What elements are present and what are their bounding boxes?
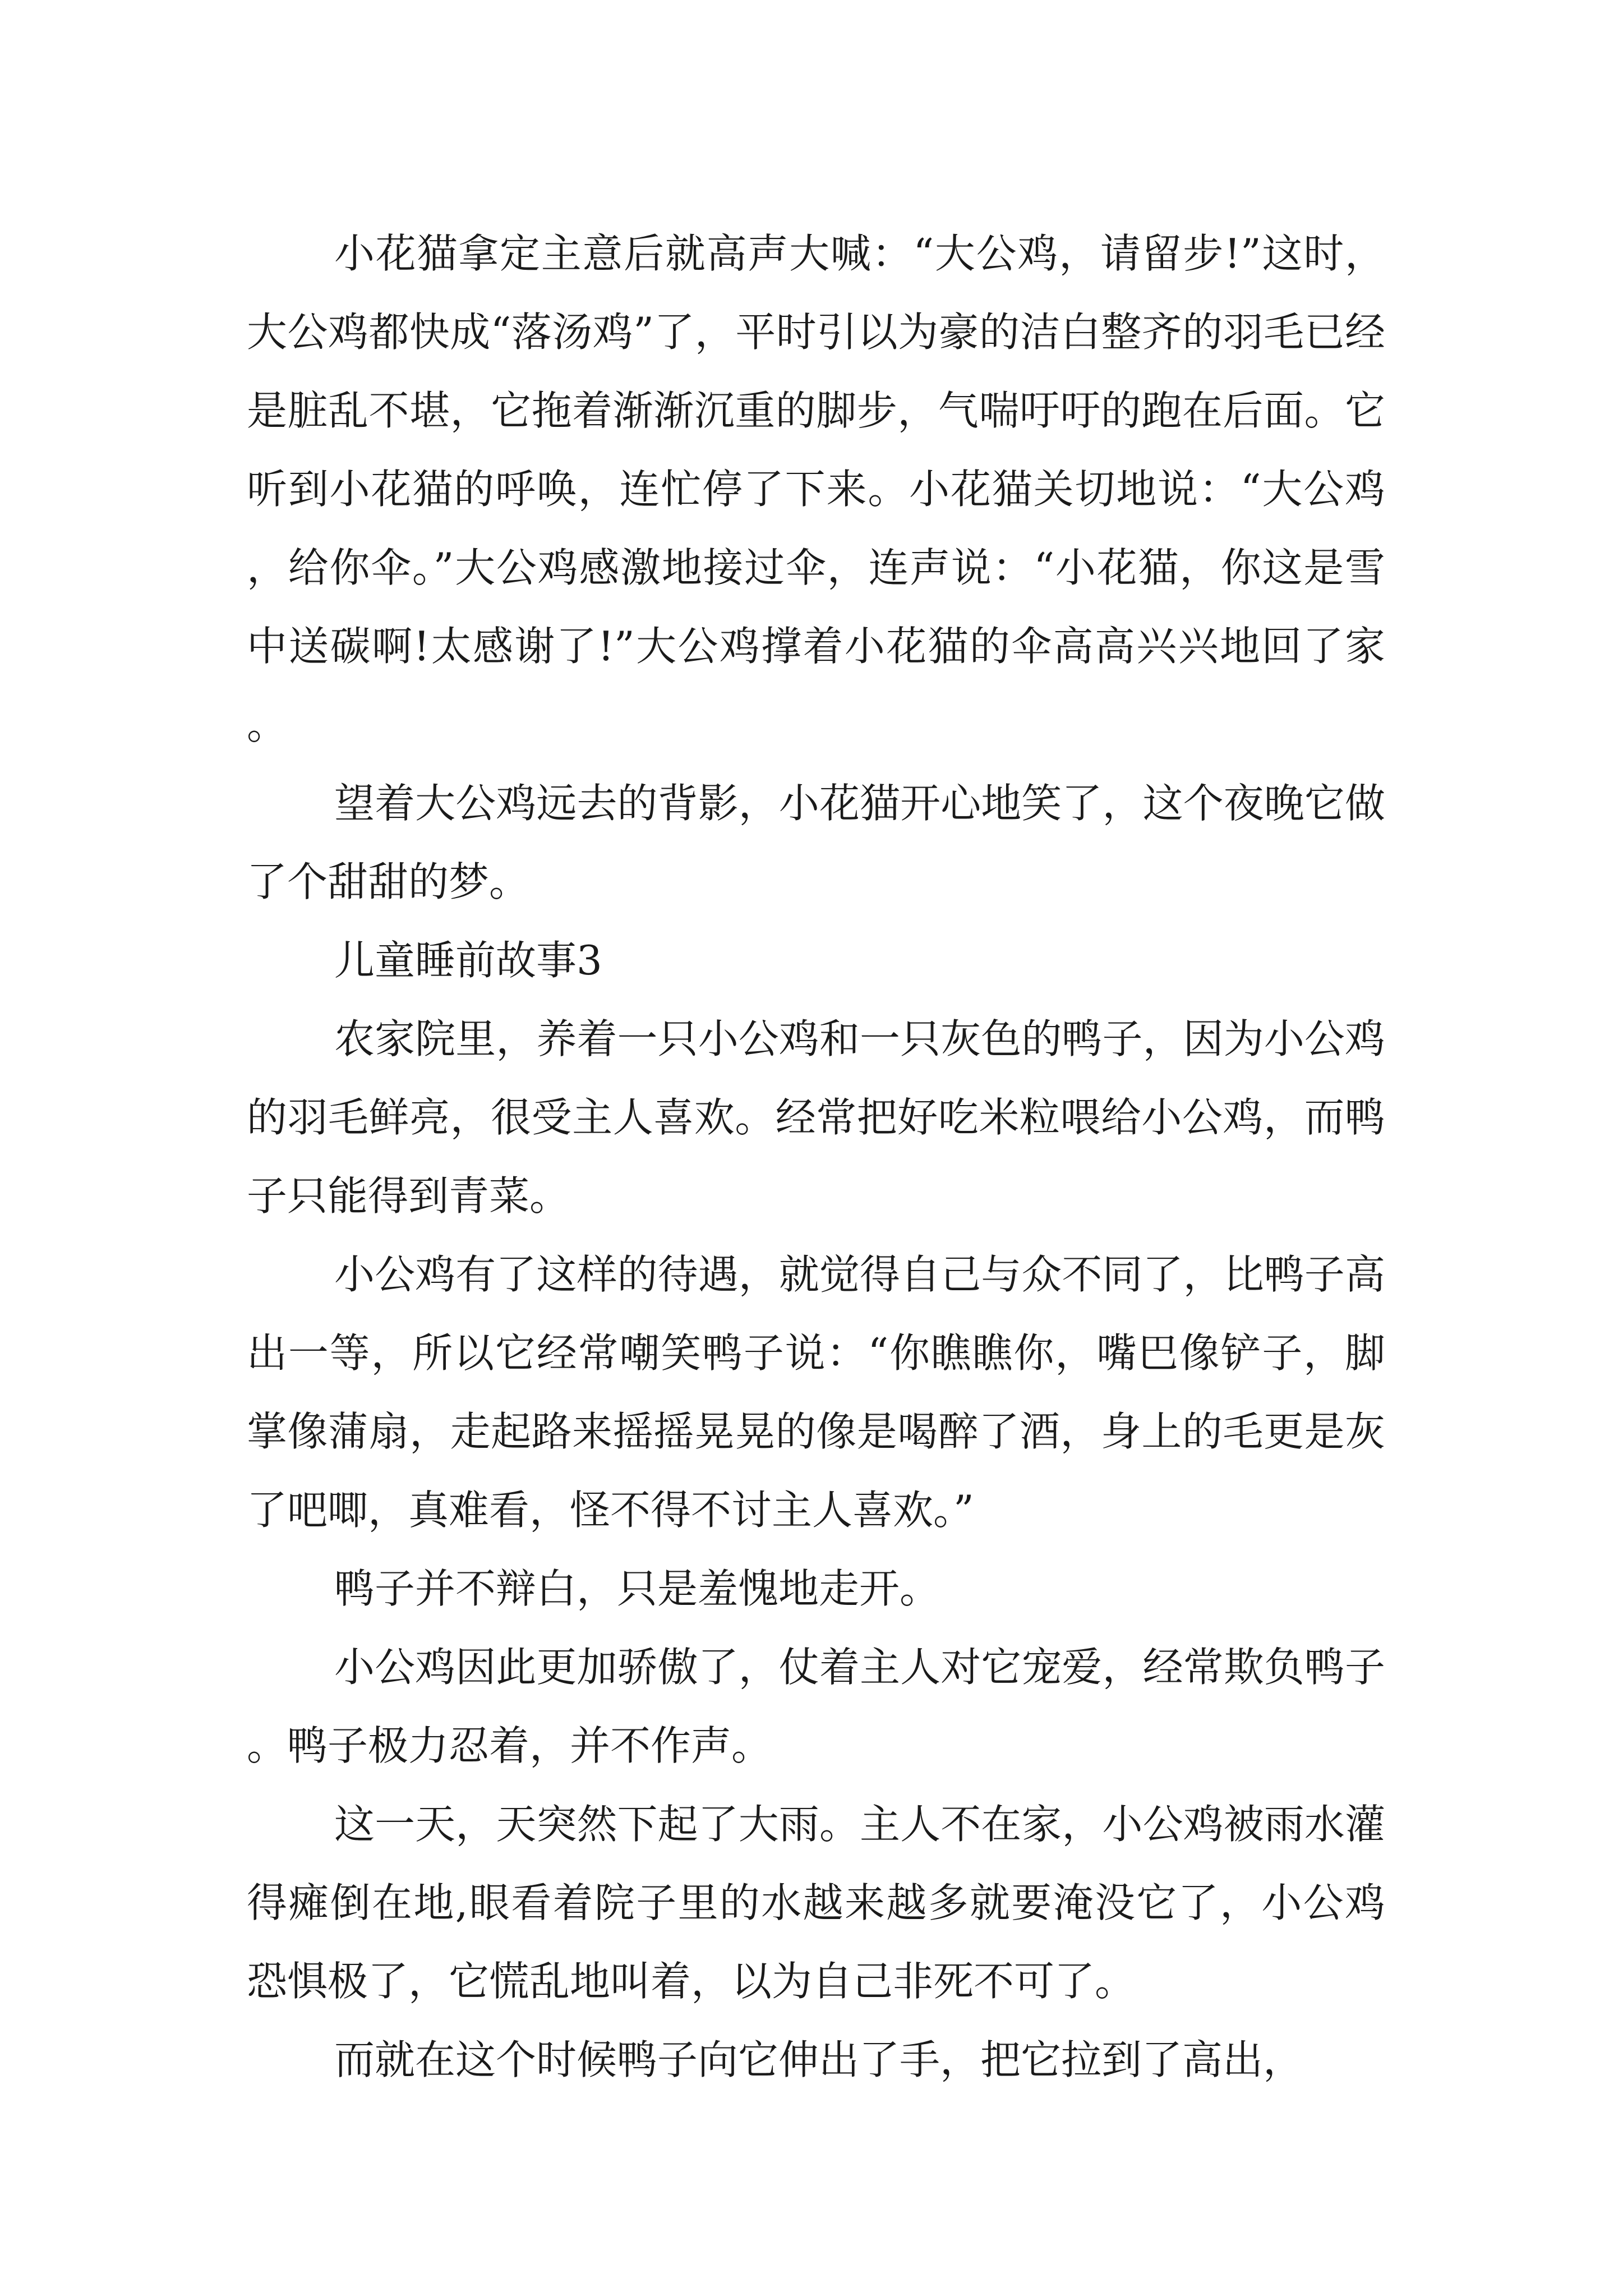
paragraph: 小花猫拿定主意后就高声大喊：“大公鸡，请留步!”这时，大公鸡都快成“落汤鸡”了，平时引以为豪的洁白整齐的羽毛已经是脏乱不堪，它拖着渐渐沉重的脚步，气喘吁吁的跑在后面。它听到小花猫的呼唤，连忙停了下来。小花猫关切地说：“大公鸡，给你伞。”大公鸡感激地接过伞，连声说：“小花猫，你这是雪中送碳啊!太感谢了!”大公鸡撑着小花猫的伞高高兴兴地回了家。: [247, 230, 1385, 748]
paragraph: 小公鸡因此更加骄傲了，仗着主人对它宠爱，经常欺负鸭子。鸭子极力忍着，并不作声。: [247, 1644, 1385, 1769]
paragraph: 望着大公鸡远去的背影，小花猫开心地笑了，这个夜晚它做了个甜甜的梦。: [247, 780, 1385, 905]
paragraph: 农家院里，养着一只小公鸡和一只灰色的鸭子，因为小公鸡的羽毛鲜亮，很受主人喜欢。经常把好吃米粒喂给小公鸡，而鸭子只能得到青菜。: [247, 1015, 1385, 1220]
paragraph: 小公鸡有了这样的待遇，就觉得自己与众不同了，比鸭子高出一等，所以它经常嘲笑鸭子说：“你瞧瞧你，嘴巴像铲子，脚掌像蒲扇，走起路来摇摇晃晃的像是喝醉了酒，身上的毛更是灰了吧唧，真难看，怪不得不讨主人喜欢。”: [247, 1251, 1385, 1534]
paragraph: 而就在这个时候鸭子向它伸出了手，把它拉到了高出，: [334, 2036, 1304, 2083]
document-body: [247, 214, 1385, 2099]
section-heading: 儿童睡前故事3: [334, 937, 602, 984]
paragraph: 鸭子并不辩白，只是羞愧地走开。: [334, 1565, 940, 1612]
paragraph: 这一天，天突然下起了大雨。主人不在家，小公鸡被雨水灌得瘫倒在地,眼看着院子里的水越来越多就要淹没它了，小公鸡恐惧极了，它慌乱地叫着，以为自己非死不可了。: [247, 1801, 1385, 2005]
